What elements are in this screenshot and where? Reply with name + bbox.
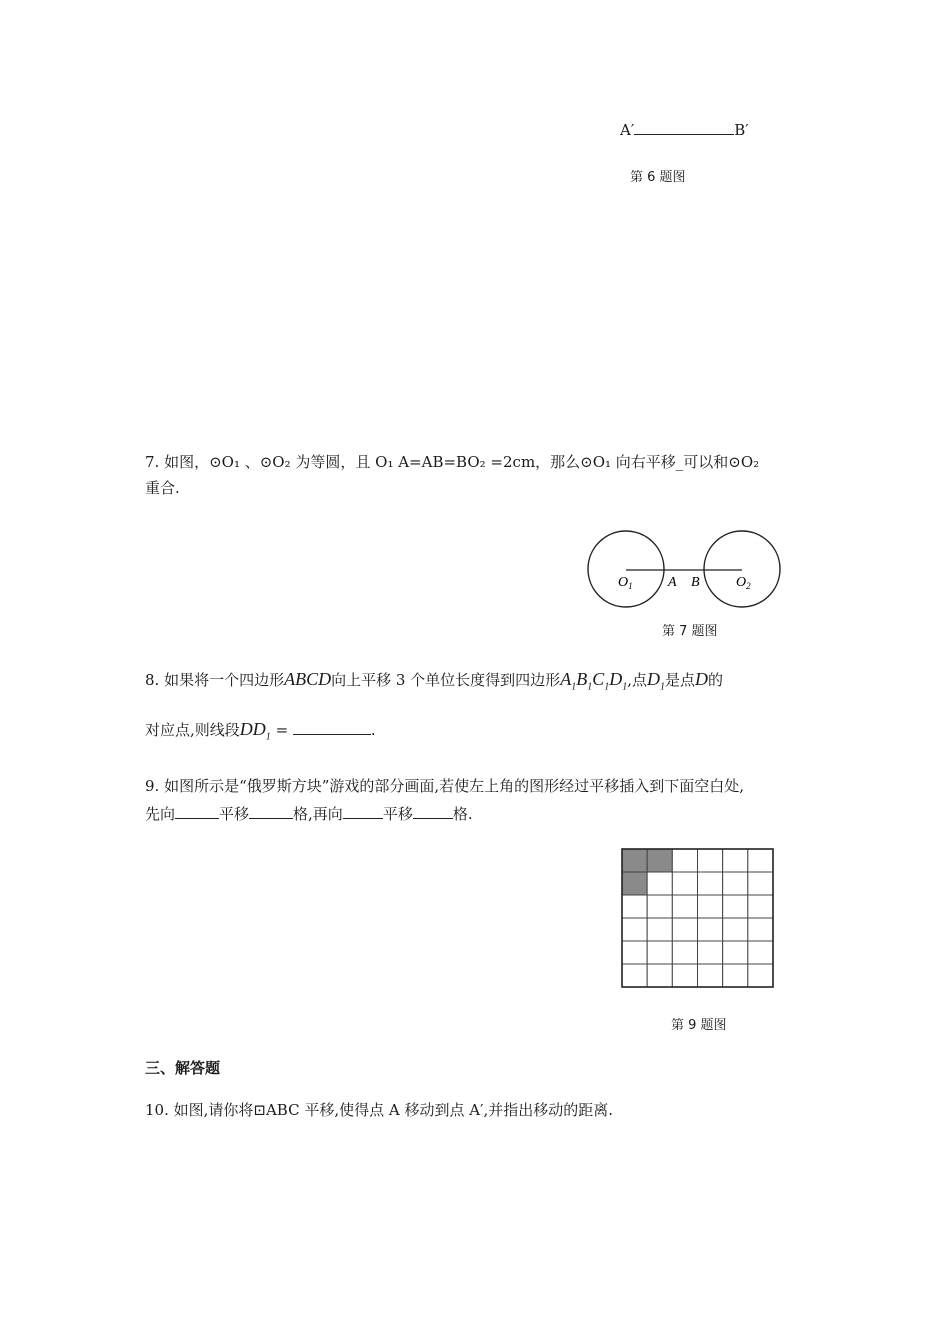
grid-cell bbox=[647, 918, 672, 941]
q9-text-d: 平移 bbox=[382, 805, 413, 823]
label-o2: $O_2$ bbox=[736, 575, 751, 591]
grid-cell-shaded bbox=[647, 849, 672, 872]
section-title: 三、解答题 bbox=[145, 1059, 221, 1077]
circle-o1 bbox=[588, 531, 664, 607]
q9-text-a: 先向 bbox=[145, 805, 176, 823]
q9-blank-direction2[interactable] bbox=[343, 804, 383, 819]
grid-cell bbox=[672, 964, 697, 987]
circle-o2 bbox=[704, 531, 780, 607]
grid-cell bbox=[672, 918, 697, 941]
q7-caption: 第 7 题图 bbox=[662, 624, 718, 639]
q8-text-f: 对应点,则线段 bbox=[145, 721, 240, 739]
grid-cell bbox=[723, 941, 748, 964]
q9-text-line2 bbox=[145, 803, 473, 825]
grid-cell bbox=[698, 872, 723, 895]
q9-blank-direction1[interactable] bbox=[175, 804, 219, 819]
grid-cell bbox=[672, 895, 697, 918]
q9-caption: 第 9 题图 bbox=[671, 1018, 727, 1033]
grid-cell bbox=[672, 872, 697, 895]
q8-d: D bbox=[695, 669, 708, 689]
grid-cell bbox=[672, 941, 697, 964]
q8-a1b1c1d1: $A_1B_1C_1D_1$ bbox=[560, 669, 628, 693]
grid-cell bbox=[698, 964, 723, 987]
q9-text-e: 格. bbox=[452, 805, 473, 823]
q7-text-line1: 7. 如图，⊙O₁ 、⊙O₂ 为等圆，且 O₁ A=AB=BO₂ =2cm，那么⊙O₁ 向右平移_可以和⊙O₂ bbox=[145, 453, 760, 471]
q9-blank-steps2[interactable] bbox=[413, 804, 453, 819]
q6-figure bbox=[620, 119, 749, 141]
grid-cell bbox=[647, 941, 672, 964]
grid-cell bbox=[647, 895, 672, 918]
q8-text-line2: 对应点,则线段$DD_1$ = . bbox=[145, 719, 376, 743]
grid-cell bbox=[723, 849, 748, 872]
grid-cell bbox=[748, 872, 773, 895]
q6-caption: 第 6 题图 bbox=[630, 170, 686, 185]
q8-text-c: ,点 bbox=[627, 671, 647, 689]
point-a-prime: A′ bbox=[620, 121, 635, 139]
q9-tetris-grid bbox=[621, 848, 775, 990]
q9-blank-steps1[interactable] bbox=[249, 804, 293, 819]
grid-cell bbox=[748, 964, 773, 987]
q7-circles-figure bbox=[580, 522, 790, 617]
q8-abcd: ABCD bbox=[284, 669, 332, 689]
grid-cell bbox=[622, 918, 647, 941]
grid-cell bbox=[698, 918, 723, 941]
q8-text-d: 是点 bbox=[664, 671, 695, 689]
grid-cell bbox=[723, 872, 748, 895]
q9-text-line1: 9. 如图所示是“俄罗斯方块”游戏的部分画面,若使左上角的图形经过平移插入到下面空白处, bbox=[145, 777, 744, 795]
point-b-prime: B′ bbox=[734, 121, 749, 139]
grid-cell bbox=[748, 918, 773, 941]
grid-cell bbox=[698, 941, 723, 964]
q8-text-line1 bbox=[145, 668, 723, 699]
q8-text-e: 的 bbox=[708, 671, 724, 689]
q8-dd1: $DD_1$ bbox=[239, 719, 271, 743]
grid-cell-shaded bbox=[622, 872, 647, 895]
q10-text: 10. 如图,请你将⊡ABC 平移,使得点 A 移动到点 A′,并指出移动的距离. bbox=[145, 1101, 614, 1119]
label-o1: $O_1$ bbox=[618, 575, 633, 591]
q8-answer-blank[interactable] bbox=[293, 720, 371, 735]
grid-cell bbox=[723, 895, 748, 918]
grid-cell bbox=[723, 964, 748, 987]
grid-cell bbox=[748, 895, 773, 918]
grid-cell bbox=[647, 872, 672, 895]
q8-text-a: 8. 如果将一个四边形 bbox=[145, 671, 285, 689]
label-a: A bbox=[668, 575, 677, 590]
grid-cell bbox=[748, 941, 773, 964]
segment-a-b bbox=[634, 120, 734, 135]
q9-text-c: 格,再向 bbox=[293, 805, 343, 823]
grid-cell bbox=[647, 964, 672, 987]
grid-cell-shaded bbox=[622, 849, 647, 872]
grid-cell bbox=[748, 849, 773, 872]
label-b: B bbox=[691, 575, 700, 590]
q7-text-line2: 重合. bbox=[145, 479, 180, 497]
grid-cell bbox=[672, 849, 697, 872]
q9-text-b: 平移 bbox=[219, 805, 250, 823]
q8-text-b: 向上平移 3 个单位长度得到四边形 bbox=[331, 671, 561, 689]
grid-cell bbox=[622, 941, 647, 964]
grid-cell bbox=[698, 895, 723, 918]
grid-cell bbox=[698, 849, 723, 872]
grid-cells bbox=[622, 849, 773, 987]
grid-cell bbox=[622, 895, 647, 918]
grid-cell bbox=[622, 964, 647, 987]
q8-eq: = bbox=[275, 721, 289, 739]
grid-cell bbox=[723, 918, 748, 941]
q8-d1: $D_1$ bbox=[646, 669, 665, 693]
